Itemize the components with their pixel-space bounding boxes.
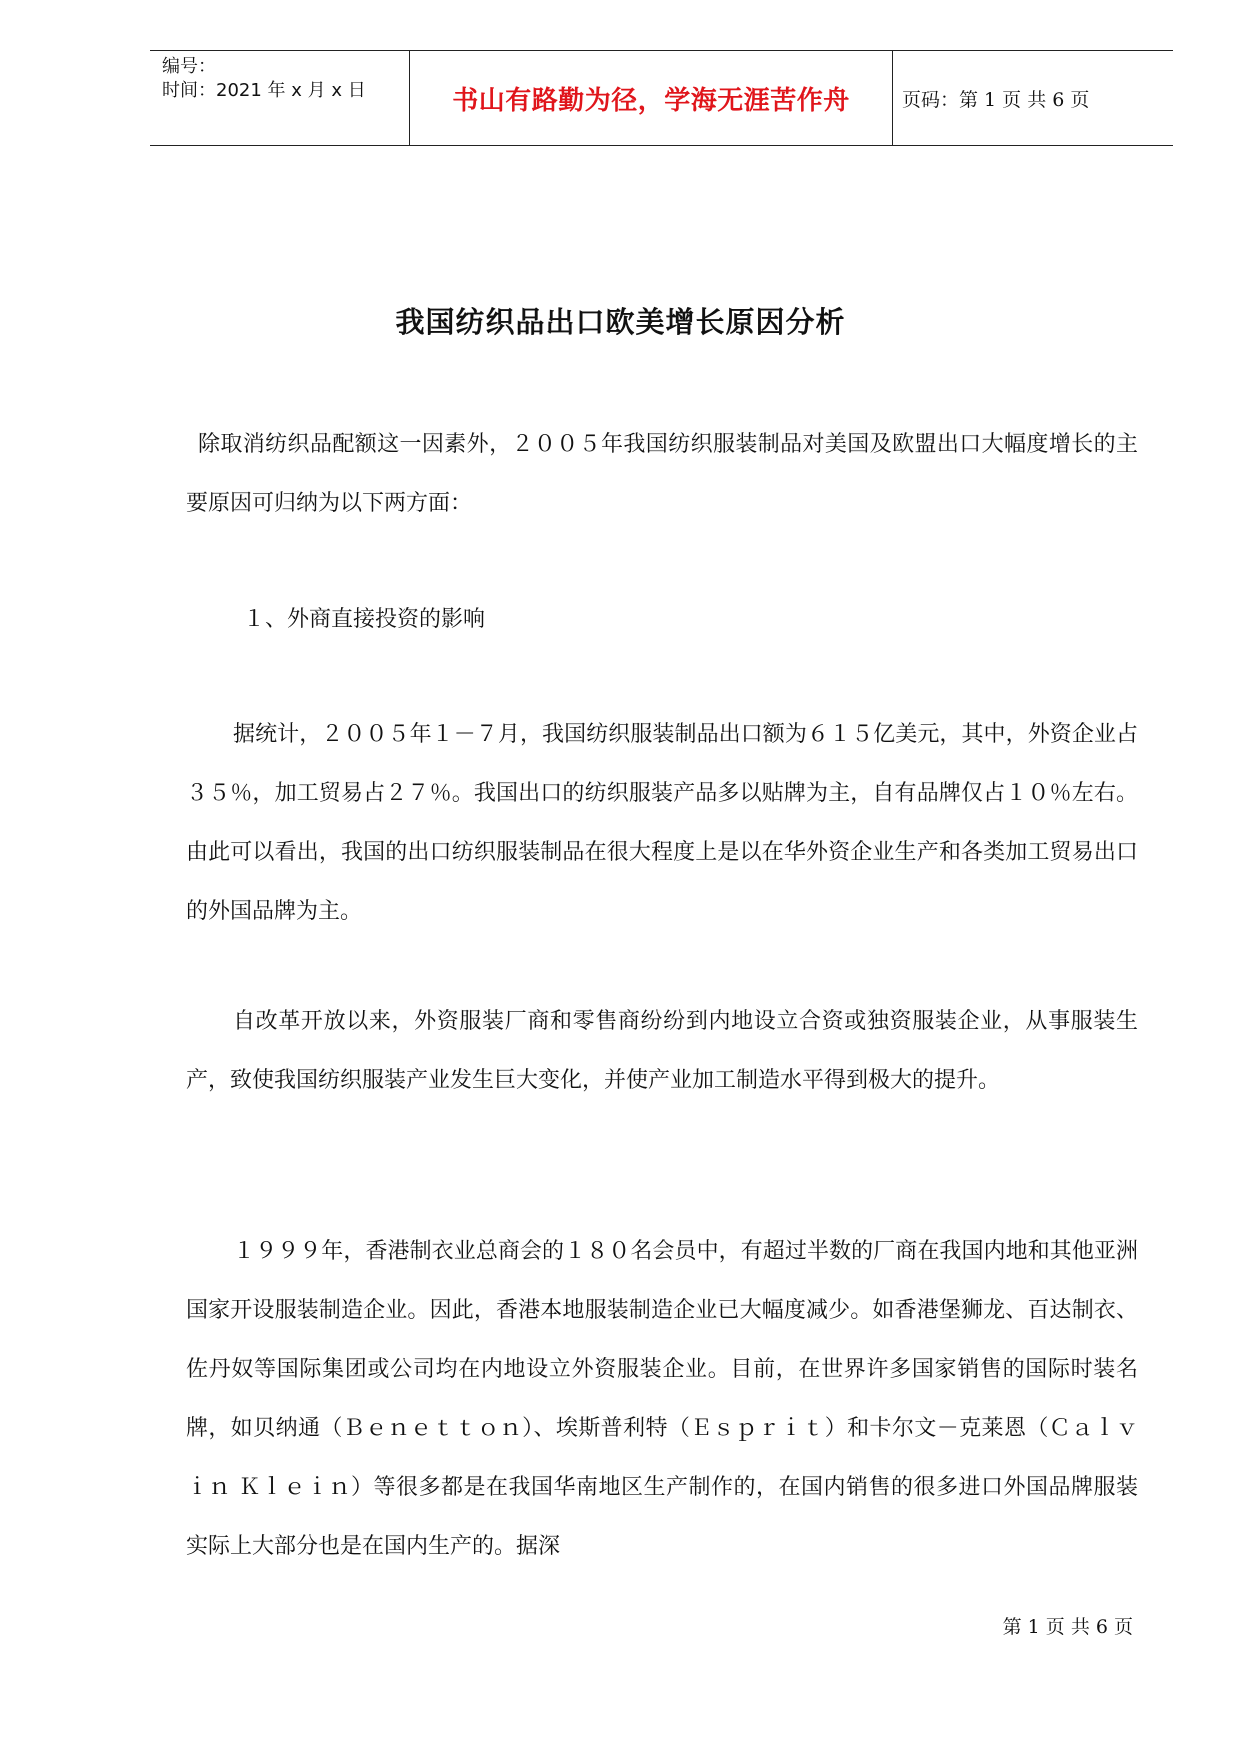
page-footer: 第 1 页 共 6 页	[1002, 1616, 1133, 1638]
paragraph: 自改革开放以来，外资服装厂商和零售商纷纷到内地设立合资或独资服装企业，从事服装生产，致使我国纺织服装产业发生巨大变化，并使产业加工制造水平得到极大的提升。	[186, 1009, 1138, 1093]
paragraph-hongkong	[186, 1222, 1138, 1576]
header-meta	[162, 51, 407, 149]
heading-text: １、外商直接投资的影响	[243, 607, 486, 632]
paragraph: １９９９年，香港制衣业总商会的１８０名会员中，有超过半数的厂商在我国内地和其他亚洲国家开设服装制造企业。因此，香港本地服装制造企业已大幅度减少。如香港堡狮龙、百达制衣、佐丹奴等国际集团或公司均在内地设立外资服装企业。目前，在世界许多国家销售的国际时装名牌，如贝纳通（Ｂｅｎｅｔｔｏｎ）、埃斯普利特（Ｅｓｐｒｉｔ）和卡尔文－克莱恩（Ｃａｌｖｉｎ Ｋｌｅｉｎ）等很多都是在我国华南地区生产制作的，在国内销售的很多进口外国品牌服装实际上大部分也是在国内生产的。据深	[186, 1239, 1138, 1559]
header-page-info: 页码：第 1 页 共 6 页	[902, 88, 1090, 111]
paragraph: 除取消纺织品配额这一因素外，２００５年我国纺织服装制品对美国及欧盟出口大幅度增长的主要原因可归纳为以下两方面：	[186, 432, 1138, 516]
paragraph-intro	[186, 415, 1138, 533]
time-label: 时间：2021 年 x 月 x 日	[162, 80, 366, 101]
header-motto-cell	[409, 51, 893, 145]
paragraph-statistics	[186, 705, 1138, 941]
header-motto: 书山有路勤为径，学海无涯苦作舟	[452, 85, 850, 116]
document-title: 我国纺织品出口欧美增长原因分析	[395, 305, 846, 339]
page-header	[150, 50, 1173, 146]
header-page-info-cell	[902, 51, 1162, 145]
paragraph: 据统计，２００５年１－７月，我国纺织服装制品出口额为６１５亿美元，其中，外资企业占３５％，加工贸易占２７％。我国出口的纺织服装产品多以贴牌为主，自有品牌仅占１０％左右。由此可以看出，我国的出口纺织服装制品在很大程度上是以在华外资企业生产和各类加工贸易出口的外国品牌为主。	[186, 722, 1138, 924]
section-heading	[186, 590, 1138, 649]
paragraph-reform	[186, 992, 1138, 1110]
serial-label: 编号：	[162, 56, 216, 77]
